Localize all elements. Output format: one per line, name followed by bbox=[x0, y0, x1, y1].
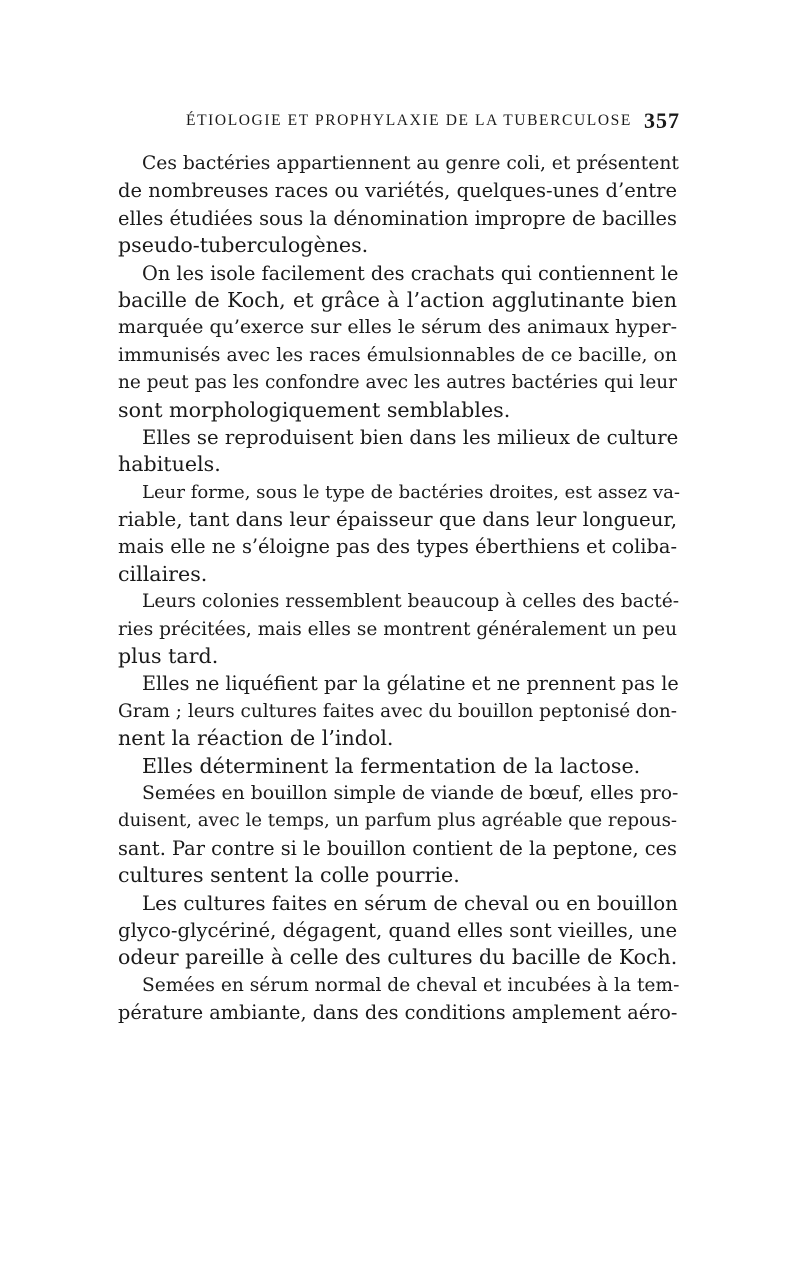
text-line: Leur forme, sous le type de bactéries droites, est assez va- bbox=[142, 481, 680, 503]
text-line: elles étudiées sous la dénomination impropre de bacilles bbox=[118, 206, 677, 230]
text-line: habituels. bbox=[118, 452, 221, 477]
text-line: On les isole facilement des crachats qui contiennent le bbox=[142, 261, 679, 285]
text-line: Elles déterminent la fermentation de la lactose. bbox=[142, 753, 641, 778]
text-line: ries précitées, mais elles se montrent généralement un peu bbox=[118, 618, 677, 640]
running-title: ÉTIOLOGIE ET PROPHYLAXIE DE LA TUBERCULOSE bbox=[186, 112, 632, 129]
text-line: sont morphologiquement semblables. bbox=[118, 397, 511, 422]
text-line: plus tard. bbox=[118, 644, 219, 669]
text-line: duisent, avec le temps, un parfum plus agréable que repous- bbox=[118, 810, 678, 832]
body-text bbox=[118, 150, 680, 1027]
text-line: Ces bactéries appartiennent au genre coli, et présentent bbox=[142, 153, 679, 174]
text-line: Semées en bouillon simple de viande de bœuf, elles pro- bbox=[142, 782, 679, 804]
text-line: mais elle ne s’éloigne pas des types éberthiens et coliba- bbox=[118, 535, 677, 559]
text-line: glyco-glycériné, dégagent, quand elles sont vieilles, une bbox=[118, 918, 678, 942]
text-line: sant. Par contre si le bouillon contient de la peptone, ces bbox=[118, 836, 677, 860]
page-number: 357 bbox=[644, 108, 680, 133]
running-head bbox=[118, 108, 680, 138]
text-line: Les cultures faites en sérum de cheval ou en bouillon bbox=[142, 891, 678, 915]
text-line: marquée qu’exerce sur elles le sérum des animaux hyper- bbox=[118, 316, 677, 339]
text-line: Semées en sérum normal de cheval et incubées à la tem- bbox=[142, 974, 680, 996]
text-line: pseudo-tuberculogènes. bbox=[118, 233, 369, 258]
text-line: odeur pareille à celle des cultures du bacille de Koch. bbox=[118, 945, 678, 970]
text-line: immunisés avec les races émulsionnables de ce bacille, on bbox=[118, 344, 677, 366]
text-line: bacille de Koch, et grâce à l’action agglutinante bien bbox=[118, 287, 677, 312]
text-line: riable, tant dans leur épaisseur que dans leur longueur, bbox=[118, 508, 677, 532]
text-line: Leurs colonies ressemblent beaucoup à celles des bacté- bbox=[142, 591, 680, 613]
text-line: de nombreuses races ou variétés, quelques-unes d’entre bbox=[118, 179, 677, 203]
text-line: nent la réaction de l’indol. bbox=[118, 726, 394, 751]
text-line: Elles se reproduisent bien dans les milieux de culture bbox=[142, 425, 679, 449]
text-line: Elles ne liquéfient par la gélatine et ne prennent pas le bbox=[142, 672, 679, 696]
text-line: pérature ambiante, dans des conditions amplement aéro- bbox=[118, 1001, 678, 1025]
text-line: Gram ; leurs cultures faites avec du bouillon peptonisé don- bbox=[118, 700, 677, 722]
text-line: ne peut pas les confondre avec les autres bactéries qui leur bbox=[118, 372, 677, 394]
text-line: cultures sentent la colle pourrie. bbox=[118, 863, 460, 888]
text-line: cillaires. bbox=[118, 561, 208, 586]
